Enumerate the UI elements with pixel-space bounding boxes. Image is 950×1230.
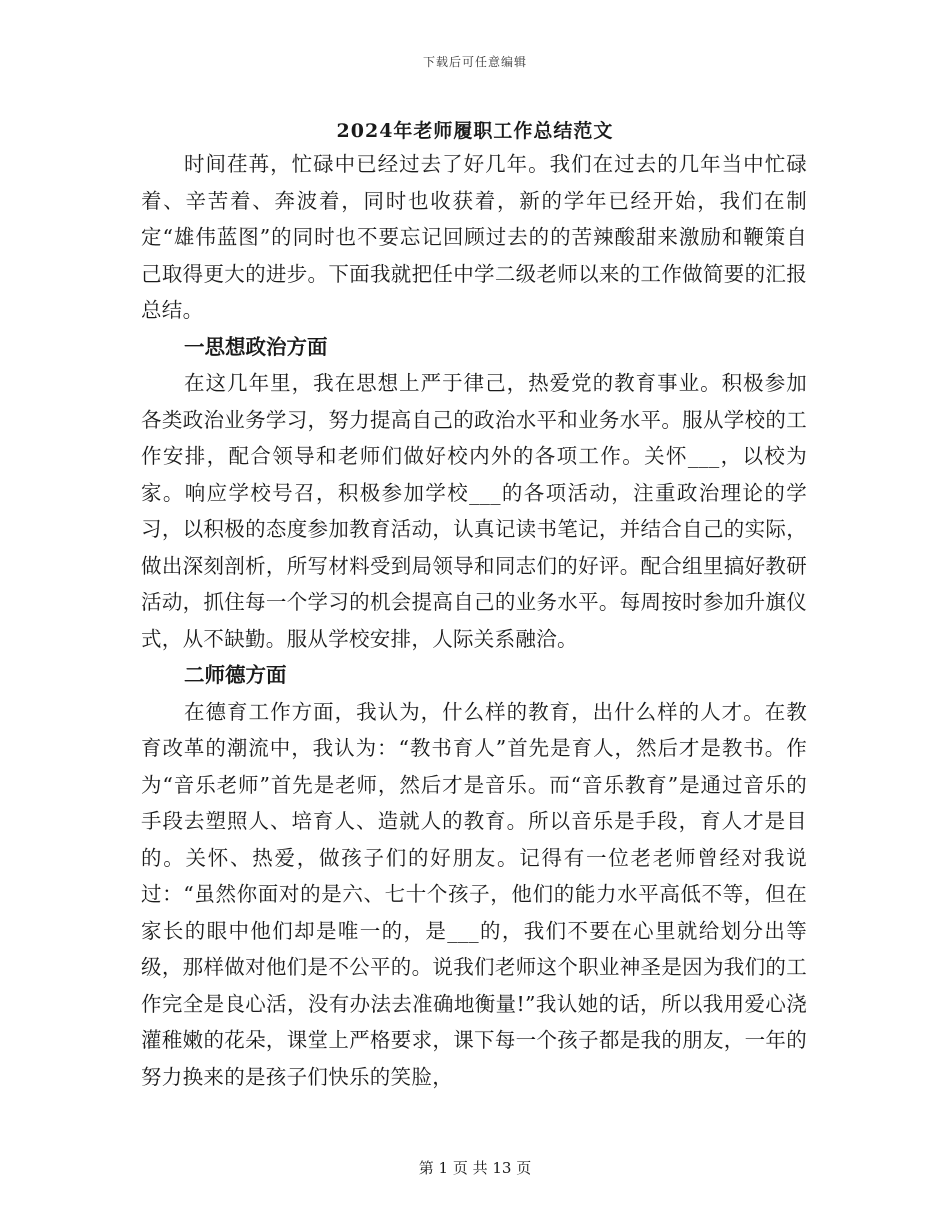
page-number: 第 1 页 共 13 页	[418, 1159, 532, 1177]
section-body-ethics: 在德育工作方面，我认为，什么样的教育，出什么样的人才。在教育改革的潮流中，我认为：“教书育人”首先是育人，然后才是教书。作为“音乐老师”首先是老师，然后才是音乐。而“音乐教育”是通过音乐的手段去塑照人、培育人、造就人的教育。所以音乐是手段，育人才是目的。关怀、热爱，做孩子们的好朋友。记得有一位老老师曾经对我说过：“虽然你面对的是六、七十个孩子，他们的能力水平高低不等，但在家长的眼中他们却是唯一的，是___的，我们不要在心里就给划分出等级，那样做对他们是不公平的。说我们老师这个职业神圣是因为我们的工作完全是良心活，没有办法去准确地衡量!”我认她的话，所以我用爱心浇灌稚嫩的花朵，课堂上严格要求，课下每一个孩子都是我的朋友，一年的努力换来的是孩子们快乐的笑脸，	[141, 699, 807, 1089]
document-title: 2024年老师履职工作总结范文	[336, 120, 614, 142]
document-body	[141, 146, 807, 1095]
section-body-politics: 在这几年里，我在思想上严于律己，热爱党的教育事业。积极参加各类政治业务学习，努力提高自己的政治水平和业务水平。服从学校的工作安排，配合领导和老师们做好校内外的各项工作。关怀___，以校为家。响应学校号召，积极参加学校___的各项活动，注重政治理论的学习，以积极的态度参加教育活动，认真记读书笔记，并结合自己的实际，做出深刻剖析，所写材料受到局领导和同志们的好评。配合组里搞好教研活动，抓住每一个学习的机会提高自己的业务水平。每周按时参加升旗仪式，从不缺勤。服从学校安排，人际关系融洽。	[141, 371, 807, 651]
section-heading-politics: 一思想政治方面	[184, 334, 328, 359]
download-note: 下载后可任意编辑	[422, 55, 527, 69]
intro-paragraph: 时间荏苒，忙碌中已经过去了好几年。我们在过去的几年当中忙碌着、辛苦着、奔波着，同时也收获着，新的学年已经开始，我们在制定“雄伟蓝图”的同时也不要忘记回顾过去的的苦辣酸甜来激励和鞭策自己取得更大的进步。下面我就把任中学二级老师以来的工作做简要的汇报总结。	[141, 152, 807, 322]
section-heading-ethics: 二师德方面	[184, 663, 287, 687]
